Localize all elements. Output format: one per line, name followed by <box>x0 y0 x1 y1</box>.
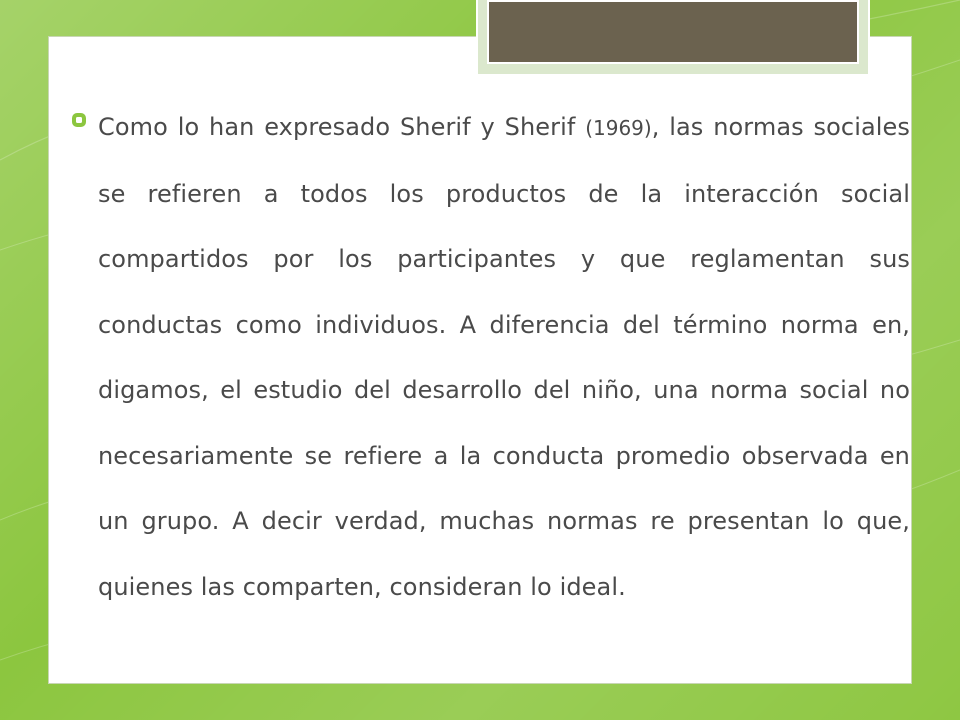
body-paragraph <box>98 95 910 620</box>
paragraph-year: (1969) <box>585 116 652 140</box>
hollow-square-bullet-icon <box>70 111 88 129</box>
title-card <box>487 0 859 64</box>
paragraph-text-part-2: , las normas sociales se refieren a todos los productos de la interacción social compartidos por los participantes y que reglamentan sus conductas como individuos. A diferencia del término norma en, digamos, el estudio del desarrollo del niño, una norma social no necesariamente se refiere a la conducta promedio observada en un grupo. A decir verdad, muchas normas re presentan lo que, quienes las comparten, consideran lo ideal. <box>98 113 911 601</box>
paragraph-text-part-1: Como lo han expresado Sherif y Sherif <box>98 113 586 141</box>
